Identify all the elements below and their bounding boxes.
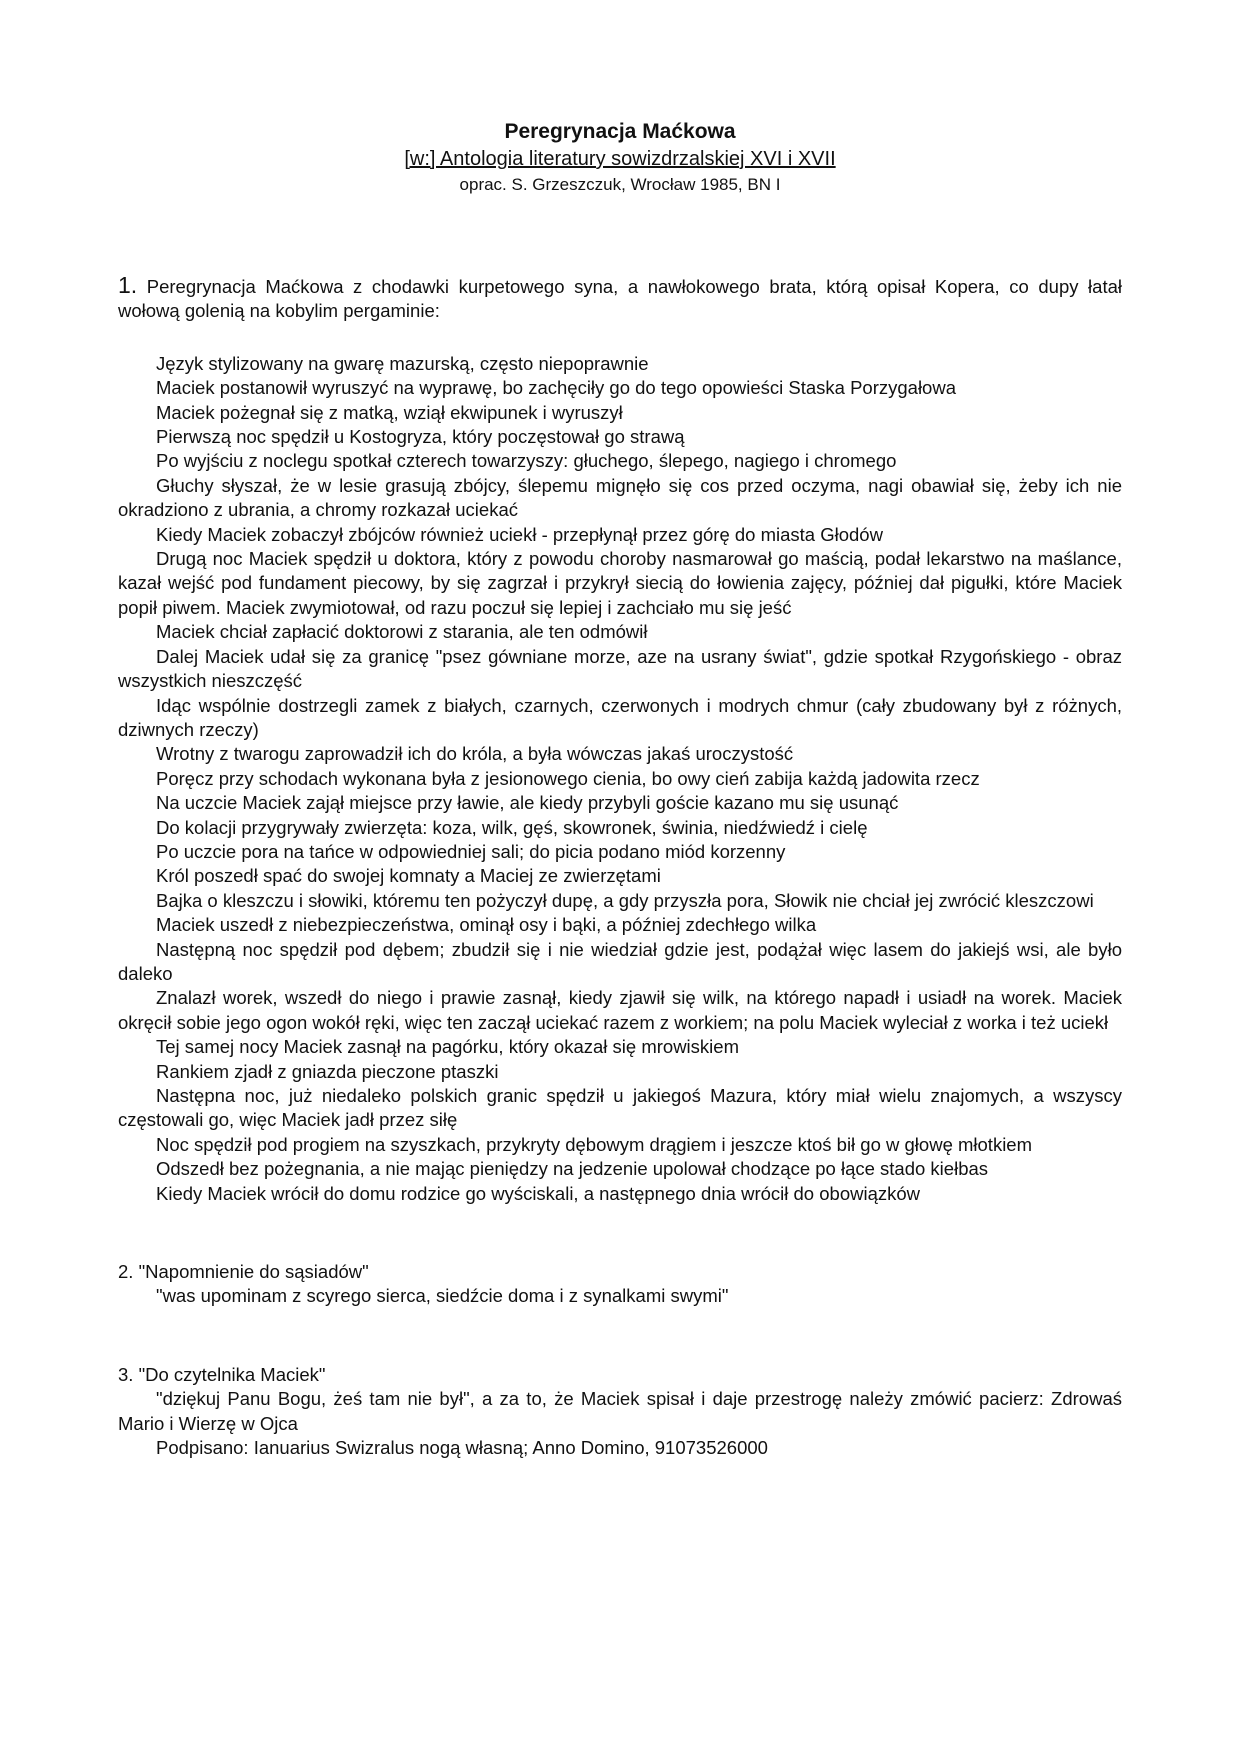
section-2-heading: 2. "Napomnienie do sąsiadów" <box>118 1261 369 1283</box>
list-item: Głuchy słyszał, że w lesie grasują zbójcy, ślepemu mignęło się cos przed oczyma, nagi obawiał się, żeby ich nie okradziono z ubrania, a chromy rozkazał uciekać <box>118 474 1122 521</box>
section-3-line: "dziękuj Panu Bogu, żeś tam nie był", a za to, że Maciek spisał i daje przestrogę należy zmówić pacierz: Zdrowaś Mario i Wierzę w Ojca <box>118 1388 1122 1434</box>
list-item: Odszedł bez pożegnania, a nie mając pieniędzy na jedzenie upolował chodzące po łące stado kiełbas <box>156 1158 989 1180</box>
list-item: Po uczcie pora na tańce w odpowiedniej sali; do picia podano miód korzenny <box>156 840 786 862</box>
source-anthology-link[interactable]: [w:] Antologia literatury sowizdrzalskiej XVI i XVII <box>404 148 836 170</box>
list-item: Rankiem zjadł z gniazda pieczone ptaszki <box>156 1060 499 1082</box>
section-3 <box>118 1363 1122 1461</box>
list-item: Pierwszą noc spędził u Kostogryza, który poczęstował go strawą <box>156 426 685 448</box>
list-item: Maciek chciał zapłacić doktorowi z starania, ale ten odmówił <box>156 621 648 643</box>
list-item: Maciek uszedł z niebezpieczeństwa, ominął osy i bąki, a później zdechłego wilka <box>156 914 817 936</box>
section-1-intro <box>118 273 1122 324</box>
list-item: Maciek pożegnał się z matką, wziął ekwipunek i wyruszył <box>156 401 623 423</box>
list-item: Język stylizowany na gwarę mazurską, często niepoprawnie <box>156 352 649 374</box>
list-item: Znalazł worek, wszedł do niego i prawie zasnął, kiedy zjawił się wilk, na którego napadł i usiadł na worek. Maciek okręcił sobie jego ogon wokół ręki, więc ten zaczął uciekać razem z workiem; na polu Maciek wyleciał z worka i też uciekł <box>118 987 1122 1033</box>
section-2-quote: "was upominam z scyrego sierca, siedźcie doma i z synalkami swymi" <box>156 1285 729 1307</box>
list-item: Dalej Maciek udał się za granicę "psez gówniane morze, aze na usrany świat", gdzie spotkał Rzygońskiego - obraz wszystkich nieszczęść <box>118 645 1122 692</box>
list-item: Następną noc spędził pod dębem; zbudził się i nie wiedział gdzie jest, podążał więc lasem do jakiejś wsi, ale było daleko <box>118 938 1122 984</box>
list-item: Wrotny z twarogu zaprowadził ich do króla, a była wówczas jakaś uroczystość <box>156 743 794 765</box>
list-item: Drugą noc Maciek spędził u doktora, który z powodu choroby nasmarował go maścią, podał lekarstwo na maślance, kazał wejść pod fundament piecowy, by się zagrzał i przykrył siecią do łowienia zajęcy, później dał pigułki, które Maciek popił piwem. Maciek zwymiotował, od razu poczuł się lepiej i zachciało mu się jeść <box>118 548 1122 618</box>
section-2 <box>118 1260 1122 1309</box>
section-3-signature: Podpisano: Ianuarius Swizralus nogą własną; Anno Domino, 91073526000 <box>156 1437 768 1459</box>
list-item: Tej samej nocy Maciek zasnął na pagórku, który okazał się mrowiskiem <box>156 1036 739 1058</box>
list-item: Bajka o kleszczu i słowiki, któremu ten pożyczył dupę, a gdy przyszła pora, Słowik nie chciał jej zwrócić kleszczowi <box>156 889 1094 911</box>
list-item: Noc spędził pod progiem na szyszkach, przykryty dębowym drągiem i jeszcze ktoś bił go w głowę młotkiem <box>156 1133 1033 1155</box>
document-title: Peregrynacja Maćkowa <box>504 120 736 143</box>
list-item: Kiedy Maciek wrócił do domu rodzice go wyściskali, a następnego dnia wrócił do obowiązków <box>156 1182 921 1204</box>
list-item: Na uczcie Maciek zajął miejsce przy ławie, ale kiedy przybyli goście kazano mu się usunąć <box>156 792 899 814</box>
list-item: Po wyjściu z noclegu spotkał czterech towarzyszy: głuchego, ślepego, nagiego i chromego <box>156 450 897 472</box>
list-item: Maciek postanowił wyruszyć na wyprawę, bo zachęciły go do tego opowieści Staska Porzygałowa <box>156 377 956 399</box>
list-item: Do kolacji przygrywały zwierzęta: koza, wilk, gęś, skowronek, świnia, niedźwiedź i cielę <box>156 816 868 838</box>
source-editor-info: oprac. S. Grzeszczuk, Wrocław 1985, BN I <box>459 175 781 194</box>
list-item: Kiedy Maciek zobaczył zbójców również uciekł - przepłynął przez górę do miasta Głodów <box>156 523 883 545</box>
document-header <box>0 118 1240 198</box>
list-item: Idąc wspólnie dostrzegli zamek z białych, czarnych, czerwonych i modrych chmur (cały zbudowany był z różnych, dziwnych rzeczy) <box>118 694 1122 740</box>
document-body <box>118 273 1122 1460</box>
section-3-heading: 3. "Do czytelnika Maciek" <box>118 1363 326 1385</box>
section-1 <box>118 273 1122 1206</box>
list-item: Następna noc, już niedaleko polskich granic spędził u jakiegoś Mazura, który miał wielu znajomych, a wszyscy częstowali go, więc Maciek jadł przez siłę <box>118 1085 1122 1131</box>
list-item: Poręcz przy schodach wykonana była z jesionowego cienia, bo owy cień zabija każdą jadowita rzecz <box>156 767 980 789</box>
list-item: Król poszedł spać do swojej komnaty a Maciej ze zwierzętami <box>156 865 661 887</box>
section-1-number: 1. <box>118 272 138 298</box>
section-1-intro-text: Peregrynacja Maćkowa z chodawki kurpetowego syna, a nawłokowego brata, którą opisał Kopera, co dupy łatał wołową golenią na kobylim pergaminie: <box>118 276 1122 322</box>
